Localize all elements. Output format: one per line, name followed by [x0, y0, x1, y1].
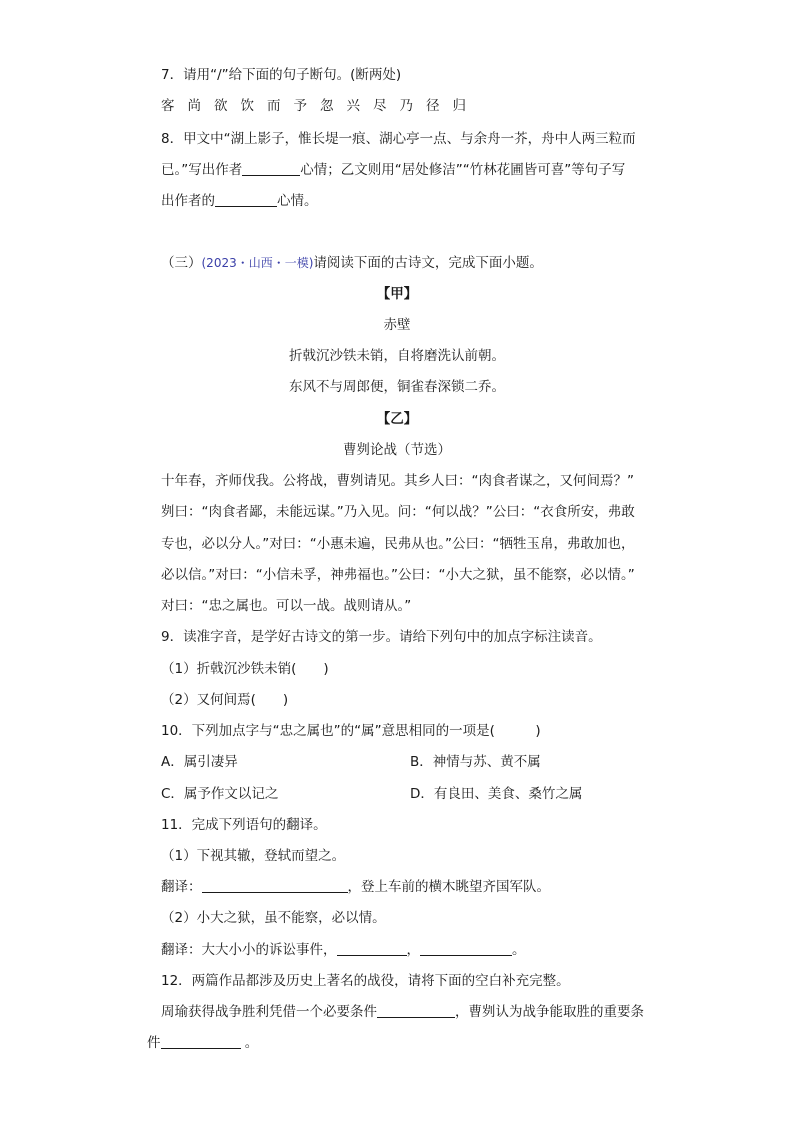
question-8-text-b: 心情；乙文则用“居处修洁”“竹林花圃皆可喜”等句子写: [300, 162, 626, 178]
answer-blank[interactable]: [161, 1034, 241, 1049]
question-9-prompt: 9．读准字音，是学好古诗文的第一步。请给下列句中的加点字标注读音。: [161, 629, 602, 645]
question-11-translation-2: [161, 941, 526, 959]
passage-line: 刿曰：“肉食者鄙，未能远谋。”乃入见。问：“何以战？”公曰：“衣食所安，弗敢: [161, 504, 635, 520]
poem-line-1: 折戟沉沙铁未销，自将磨洗认前朝。: [289, 348, 505, 364]
answer-blank[interactable]: [377, 1003, 455, 1018]
question-8-line-3: [161, 192, 318, 210]
question-8-text-c: 出作者的: [161, 193, 215, 209]
question-12-text-c: 件: [147, 1035, 161, 1051]
section-3-instruction: 请阅读下面的古诗文，完成下面小题。: [313, 255, 543, 271]
question-11-item-2: （2）小大之狱，虽不能察，必以情。: [161, 910, 386, 926]
question-8-line-2: [161, 161, 625, 179]
question-12-line-2: [147, 1034, 258, 1052]
question-9-item-1: （1）折戟沉沙铁未销( ): [161, 661, 329, 677]
answer-blank[interactable]: [242, 161, 300, 176]
passage-line: 必以信。”对曰：“小信未孚，神弗福也。”公曰：“小大之狱，虽不能察，必以情。”: [161, 567, 635, 583]
period: 。: [512, 942, 526, 958]
poem-title: 赤壁: [383, 317, 411, 333]
answer-blank[interactable]: [215, 192, 277, 207]
passage-jia-label: 【甲】: [376, 286, 418, 302]
translation-text: ，登上车前的横木眺望齐国军队。: [347, 879, 550, 895]
source-tag: (2023・山西・一模): [201, 256, 314, 270]
question-11-prompt: 11．完成下列语句的翻译。: [161, 817, 327, 833]
answer-blank[interactable]: [202, 878, 348, 893]
option-b[interactable]: B．神情与苏、黄不属: [410, 754, 541, 770]
question-12-prompt: 12．两篇作品都涉及历史上著名的战役，请将下面的空白补充完整。: [161, 973, 570, 989]
passage-line: 对曰：“忠之属也。可以一战。战则请从。”: [161, 598, 412, 614]
question-12-text-a: 周瑜获得战争胜利凭借一个必要条件: [161, 1004, 377, 1020]
passage-yi-title: 曹刿论战（节选）: [343, 442, 451, 458]
question-12-text-d: 。: [244, 1035, 259, 1051]
comma: ，: [406, 942, 420, 958]
poem-line-2: 东风不与周郎便，铜雀春深锁二乔。: [289, 379, 505, 395]
question-7-prompt: 7．请用“/”给下面的句子断句。(断两处): [161, 67, 402, 83]
answer-blank[interactable]: [337, 941, 407, 956]
question-7-sentence: 客尚欲饮而予忽兴尽乃径归: [161, 98, 479, 114]
translation-label: 翻译：: [161, 879, 202, 895]
passage-yi-label: 【乙】: [376, 411, 418, 427]
question-8-line-1: 8．甲文中“湖上影子，惟长堤一痕、湖心亭一点、与余舟一芥，舟中人两三粒而: [161, 131, 636, 147]
question-11-item-1: （1）下视其辙，登轼而望之。: [161, 848, 346, 864]
translation-text: 翻译：大大小小的诉讼事件，: [161, 942, 337, 958]
question-12-text-b: ，曹刿认为战争能取胜的重要条: [455, 1004, 644, 1020]
answer-blank[interactable]: [420, 941, 512, 956]
question-12-line-1: [161, 1003, 644, 1021]
question-8-text-a: 已。”写出作者: [161, 162, 243, 178]
question-10-prompt: 10．下列加点字与“忠之属也”的“属”意思相同的一项是( ): [161, 723, 541, 739]
section-3-prefix: （三）: [161, 255, 202, 271]
passage-line: 专也，必以分人。”对曰：“小惠未遍，民弗从也。”公曰：“牺牲玉帛，弗敢加也，: [161, 536, 635, 552]
option-a[interactable]: A．属引凄异: [161, 754, 238, 770]
question-9-item-2: （2）又何间焉( ): [161, 692, 289, 708]
option-d[interactable]: D．有良田、美食、桑竹之属: [410, 786, 583, 802]
passage-line: 十年春，齐师伐我。公将战，曹刿请见。其乡人曰：“肉食者谋之，又何间焉？”: [161, 473, 634, 489]
question-8-text-d: 心情。: [277, 193, 318, 209]
question-11-translation-1: [161, 878, 550, 896]
option-c[interactable]: C．属予作文以记之: [161, 786, 279, 802]
section-3-heading: [161, 254, 543, 272]
